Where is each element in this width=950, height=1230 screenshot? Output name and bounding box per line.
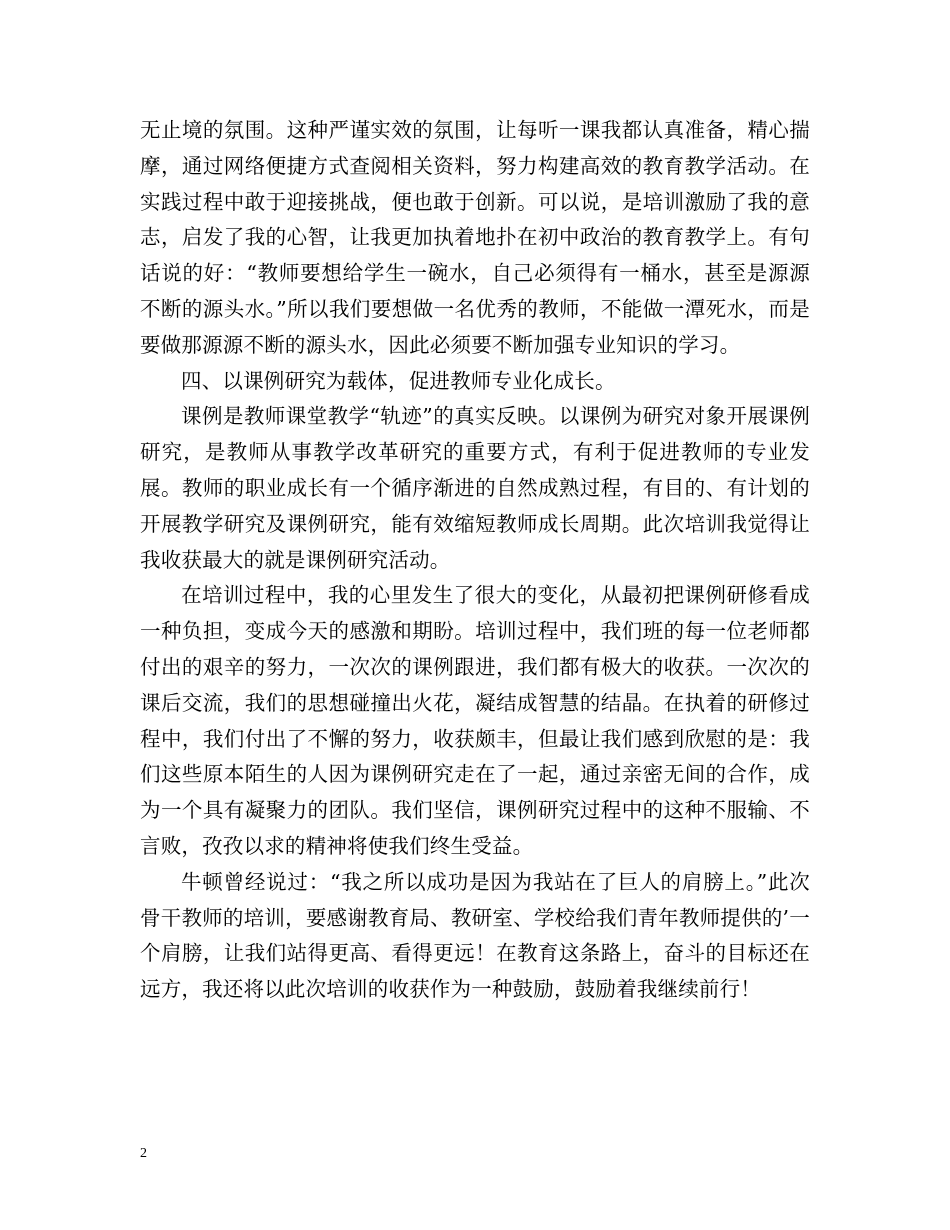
page-number: 2 [140,1146,147,1161]
body-text [140,113,810,1008]
paragraph: 在培训过程中，我的心里发生了很大的变化，从最初把课例研修看成一种负担，变成今天的感激和期盼。培训过程中，我们班的每一位老师都付出的艰辛的努力，一次次的课例跟进，我们都有极大的收获。一次次的课后交流，我们的思想碰撞出火花，凝结成智慧的结晶。在执着的研修过程中，我们付出了不懈的努力，收获颇丰，但最让我们感到欣慰的是：我们这些原本陌生的人因为课例研究走在了一起，通过亲密无间的合作，成为一个具有凝聚力的团队。我们坚信，课例研究过程中的这种不服输、不言败，孜孜以求的精神将使我们终生受益。 [140,583,810,858]
paragraph: 牛顿曾经说过：“我之所以成功是因为我站在了巨人的肩膀上。”此次骨干教师的培训，要感谢教育局、教研室、学校给我们青年教师提供的’一个肩膀，让我们站得更高、看得更远！在教育这条路上，奋斗的目标还在远方，我还将以此次培训的收获作为一种鼓励，鼓励着我继续前行！ [140,869,810,1002]
paragraph-continuation: 无止境的氛围。这种严谨实效的氛围，让每听一课我都认真准备，精心揣摩，通过网络便捷方式查阅相关资料，努力构建高效的教育教学活动。在实践过程中敢于迎接挑战，便也敢于创新。可以说，是培训激励了我的意志，启发了我的心智，让我更加执着地扑在初中政治的教育教学上。有句话说的好：“教师要想给学生一碗水，自己必须得有一桶水，甚至是源源不断的源头水。”所以我们要想做一名优秀的教师，不能做一潭死水，而是要做那源源不断的源头水，因此必须要不断加强专业知识的学习。 [140,118,810,357]
section-heading: 四、以课例研究为载体，促进教师专业化成长。 [181,368,616,393]
paragraph: 课例是教师课堂教学“轨迹”的真实反映。以课例为研究对象开展课例研究，是教师从事教学改革研究的重要方式，有利于促进教师的专业发展。教师的职业成长有一个循序渐进的自然成熟过程，有目的、有计划的开展教学研究及课例研究，能有效缩短教师成长周期。此次培训我觉得让我收获最大的就是课例研究活动。 [140,404,810,572]
